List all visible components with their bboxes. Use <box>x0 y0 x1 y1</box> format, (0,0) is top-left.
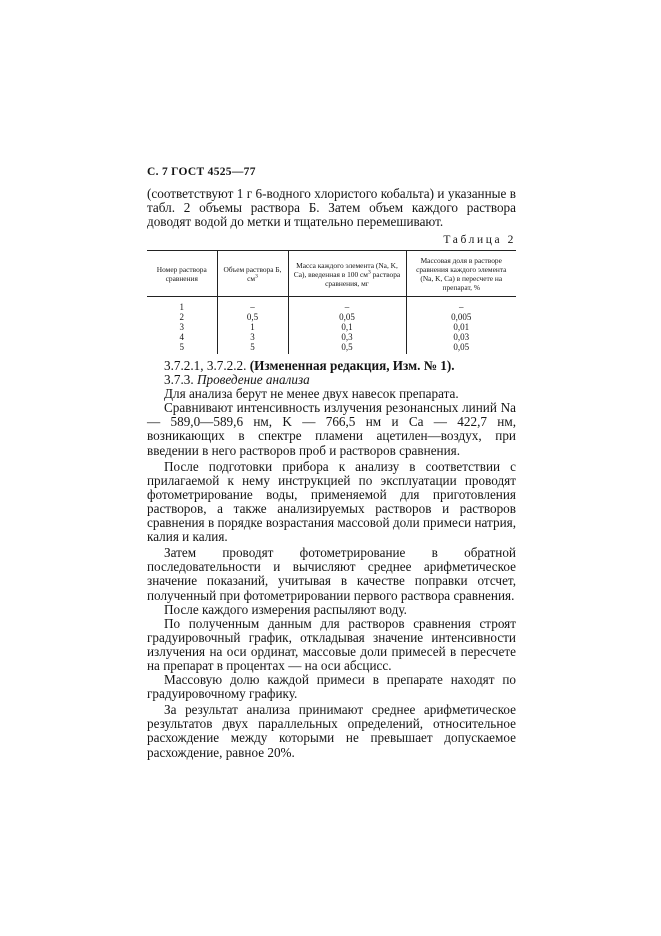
cell-solution-number: 3 <box>179 322 184 332</box>
cell-volume: – <box>217 302 288 312</box>
cell-solution-number: 1 <box>179 302 184 312</box>
cell-fraction: 0,01 <box>406 322 516 332</box>
cell-mass: – <box>288 302 406 312</box>
cell-fraction: 0,03 <box>406 332 516 342</box>
header-element-mass: Масса каждого элемента (Na, K, Ca), введенная в 100 $см^3$ раствора сравнения, мг <box>288 251 406 297</box>
paragraph: По полученным данным для растворов сравнения строят градуировочный график, откладывая значение интенсивности излучения на оси ординат, массовые доли примесей в пересчете на препарат в процентах — на оси абсцисс. <box>147 615 516 673</box>
cell-mass: 0,05 <box>288 312 406 322</box>
table-row <box>147 312 516 322</box>
cell-fraction: 0,005 <box>406 312 516 322</box>
section-heading: 3.7.3. Проведение анализа <box>164 372 310 388</box>
table-row <box>147 302 516 312</box>
header-solution-number: Номер раствора сравнения <box>147 251 217 297</box>
cell-solution-number: 2 <box>179 312 184 322</box>
cell-fraction: 0,05 <box>406 342 516 354</box>
cell-volume: 3 <box>217 332 288 342</box>
intro-paragraph: (соответствуют 1 г 6-водного хлористого кобальта) и указанные в табл. 2 объемы раствора Б. Затем объем каждого раствора доводят водой до метки и тщательно перемешивают. <box>147 186 516 230</box>
paragraph: После подготовки прибора к анализу в соответствии с прилагаемой к нему инструкцией по эксплуатации проводят фотометрирование воды, применяемой для приготовления растворов, а также анализируемых растворов и растворов сравнения в порядке возрастания массовой доли примеси натрия, калия и калия. <box>147 458 516 545</box>
table-row <box>147 332 516 342</box>
amendment-note: 3.7.2.1, 3.7.2.2. (Измененная редакция, Изм. № 1). <box>164 358 455 373</box>
paragraph: Массовую долю каждой примеси в препарате находят по градуировочному графику. <box>147 672 516 702</box>
cell-solution-number: 5 <box>179 342 184 352</box>
cell-fraction: – <box>406 302 516 312</box>
page-header: С. 7 ГОСТ 4525—77 <box>147 166 256 178</box>
cell-volume: 1 <box>217 322 288 332</box>
paragraph: Затем проводят фотометрирование в обратной последовательности и вычисляют среднее арифметическое значение показаний, учитывая в качестве поправки отсчет, полученный при фотометрировании первого раствора сравнения. <box>147 545 516 603</box>
table-header-row <box>147 251 516 297</box>
table-caption: Таблица 2 <box>443 234 516 246</box>
paragraph: После каждого измерения распыляют воду. <box>164 601 407 617</box>
cell-mass: 0,5 <box>288 342 406 354</box>
paragraph: Сравнивают интенсивность излучения резонансных линий Na — 589,0—589,6 нм, K — 766,5 нм и Ca — 422,7 нм, возникающих в спектре пламени ацетилен—воздух, при введении в него растворов проб и растворов сравнения. <box>147 400 516 458</box>
cell-solution-number: 4 <box>179 332 184 342</box>
cell-volume: 5 <box>217 342 288 354</box>
cell-mass: 0,1 <box>288 322 406 332</box>
cell-volume: 0,5 <box>217 312 288 322</box>
paragraph: Для анализа берут не менее двух навесок препарата. <box>164 386 459 402</box>
table-row <box>147 342 516 354</box>
paragraph: За результат анализа принимают среднее арифметическое результатов двух параллельных определений, относительное расхождение между которыми не превышает допускаемое расхождение, равное 20%. <box>147 702 516 760</box>
header-volume-b: Объем раствора Б, $см^3$ <box>217 251 288 297</box>
reference-solutions-table <box>147 250 516 354</box>
header-mass-fraction: Массовая доля в растворе сравнения каждого элемента (Na, K, Ca) в пересчете на препарат, % <box>406 251 516 297</box>
table-row <box>147 322 516 332</box>
cell-mass: 0,3 <box>288 332 406 342</box>
body-text <box>147 359 516 760</box>
